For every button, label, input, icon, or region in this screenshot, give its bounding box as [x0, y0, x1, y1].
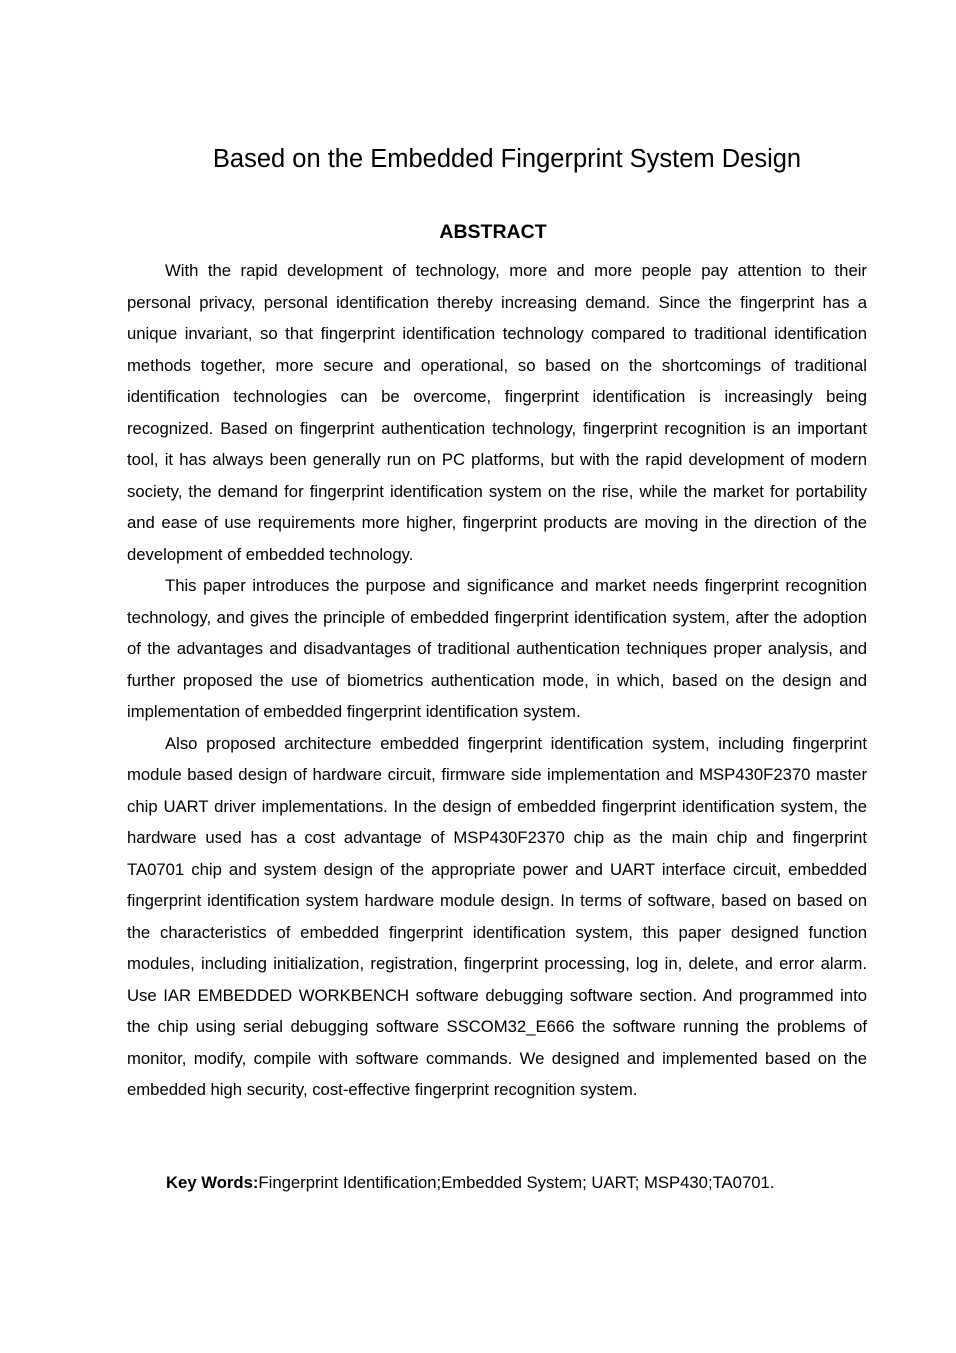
abstract-paragraph-3: Also proposed architecture embedded fingerprint identification system, including fingerprint module based design of hardware circuit, firmware side implementation and MSP430F2370 master chip UART driver implementations. In the design of embedded fingerprint identification system, the hardware used has a cost advantage of MSP430F2370 chip as the main chip and fingerprint TA0701 chip and system design of the appropriate power and UART interface circuit, embedded fingerprint identification system hardware module design. In terms of software, based on based on the characteristics of embedded fingerprint identification system, this paper designed function modules, including initialization, registration, fingerprint processing, log in, delete, and error alarm. Use IAR EMBEDDED WORKBENCH software debugging software section. And programmed into the chip using serial debugging software SSCOM32_E666 the software running the problems of monitor, modify, compile with software commands. We designed and implemented based on the embedded high security, cost-effective fingerprint recognition system.: [127, 733, 867, 1099]
abstract-paragraph-1: With the rapid development of technology, more and more people pay attention to their personal privacy, personal identification thereby increasing demand. Since the fingerprint has a unique invariant, so that fingerprint identification technology compared to traditional identification methods together, more secure and operational, so based on the shortcomings of traditional identification technologies can be overcome, fingerprint identification is increasingly being recognized. Based on fingerprint authentication technology, fingerprint recognition is an important tool, it has always been generally run on PC platforms, but with the rapid development of modern society, the demand for fingerprint identification system on the rise, while the market for portability and ease of use requirements more higher, fingerprint products are moving in the direction of the development of embedded technology.: [127, 261, 867, 564]
abstract-paragraph-2: This paper introduces the purpose and significance and market needs fingerprint recognition technology, and gives the principle of embedded fingerprint identification system, after the adoption of the advantages and disadvantages of traditional authentication techniques proper analysis, and further proposed the use of biometrics authentication mode, in which, based on the design and implementation of embedded fingerprint identification system.: [127, 576, 867, 721]
document-title: Based on the Embedded Fingerprint System Design: [212, 145, 802, 173]
abstract-body: [127, 255, 867, 1106]
keywords-value: Fingerprint Identification;Embedded System; UART; MSP430;TA0701.: [258, 1173, 775, 1192]
keywords-label: Key Words:: [166, 1173, 259, 1192]
abstract-heading: ABSTRACT: [439, 221, 547, 243]
keywords-line: [166, 1168, 906, 1198]
